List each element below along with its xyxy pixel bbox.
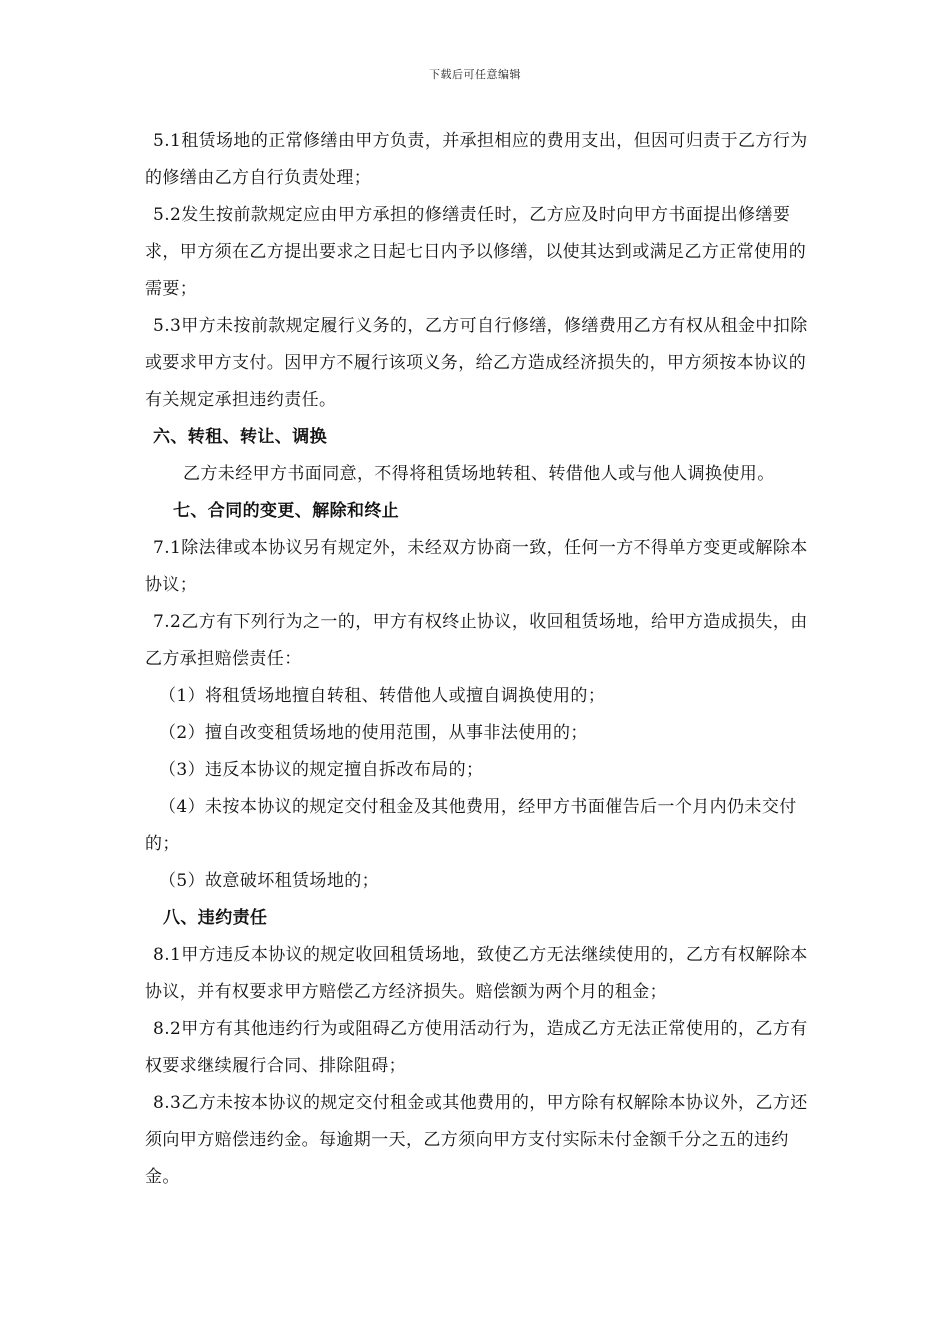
section-heading: 六、转租、转让、调换 — [153, 427, 327, 447]
clause-paragraph: 7.1除法律或本协议另有规定外，未经双方协商一致，任何一方不得单方变更或解除本协议； — [145, 538, 808, 595]
clause-paragraph: （1）将租赁场地擅自转租、转借他人或擅自调换使用的； — [159, 686, 606, 706]
clause-paragraph: （2）擅自改变租赁场地的使用范围，从事非法使用的； — [159, 723, 588, 743]
clause-paragraph: 7.2乙方有下列行为之一的，甲方有权终止协议，收回租赁场地，给甲方造成损失，由乙方承担赔偿责任： — [145, 612, 808, 669]
header-note: 下载后可任意编辑 — [429, 68, 521, 81]
clause-paragraph: 乙方未经甲方书面同意，不得将租赁场地转租、转借他人或与他人调换使用。 — [183, 464, 775, 484]
section-heading: 八、违约责任 — [163, 908, 268, 928]
clause-paragraph: （4）未按本协议的规定交付租金及其他费用，经甲方书面催告后一个月内仍未交付的； — [145, 797, 797, 854]
clause-paragraph: （5）故意破坏租赁场地的； — [159, 871, 380, 891]
clause-paragraph: （3）违反本协议的规定擅自拆改布局的； — [159, 760, 484, 780]
clause-paragraph: 5.2发生按前款规定应由甲方承担的修缮责任时，乙方应及时向甲方书面提出修缮要求，甲方须在乙方提出要求之日起七日内予以修缮，以使其达到或满足乙方正常使用的需要； — [145, 205, 807, 299]
clause-paragraph: 5.3甲方未按前款规定履行义务的，乙方可自行修缮，修缮费用乙方有权从租金中扣除或要求甲方支付。因甲方不履行该项义务，给乙方造成经济损失的，甲方须按本协议的有关规定承担违约责任。 — [145, 316, 808, 410]
section-heading: 七、合同的变更、解除和终止 — [173, 501, 400, 521]
clause-paragraph: 8.1甲方违反本协议的规定收回租赁场地，致使乙方无法继续使用的，乙方有权解除本协议，并有权要求甲方赔偿乙方经济损失。赔偿额为两个月的租金； — [145, 945, 808, 1002]
clause-paragraph: 5.1租赁场地的正常修缮由甲方负责，并承担相应的费用支出，但因可归责于乙方行为的修缮由乙方自行负责处理； — [145, 131, 808, 188]
document-body — [145, 123, 810, 1196]
clause-paragraph: 8.3乙方未按本协议的规定交付租金或其他费用的，甲方除有权解除本协议外，乙方还须向甲方赔偿违约金。每逾期一天，乙方须向甲方支付实际未付金额千分之五的违约金。 — [145, 1093, 808, 1187]
clause-paragraph: 8.2甲方有其他违约行为或阻碍乙方使用活动行为，造成乙方无法正常使用的，乙方有权要求继续履行合同、排除阻碍； — [145, 1019, 808, 1076]
